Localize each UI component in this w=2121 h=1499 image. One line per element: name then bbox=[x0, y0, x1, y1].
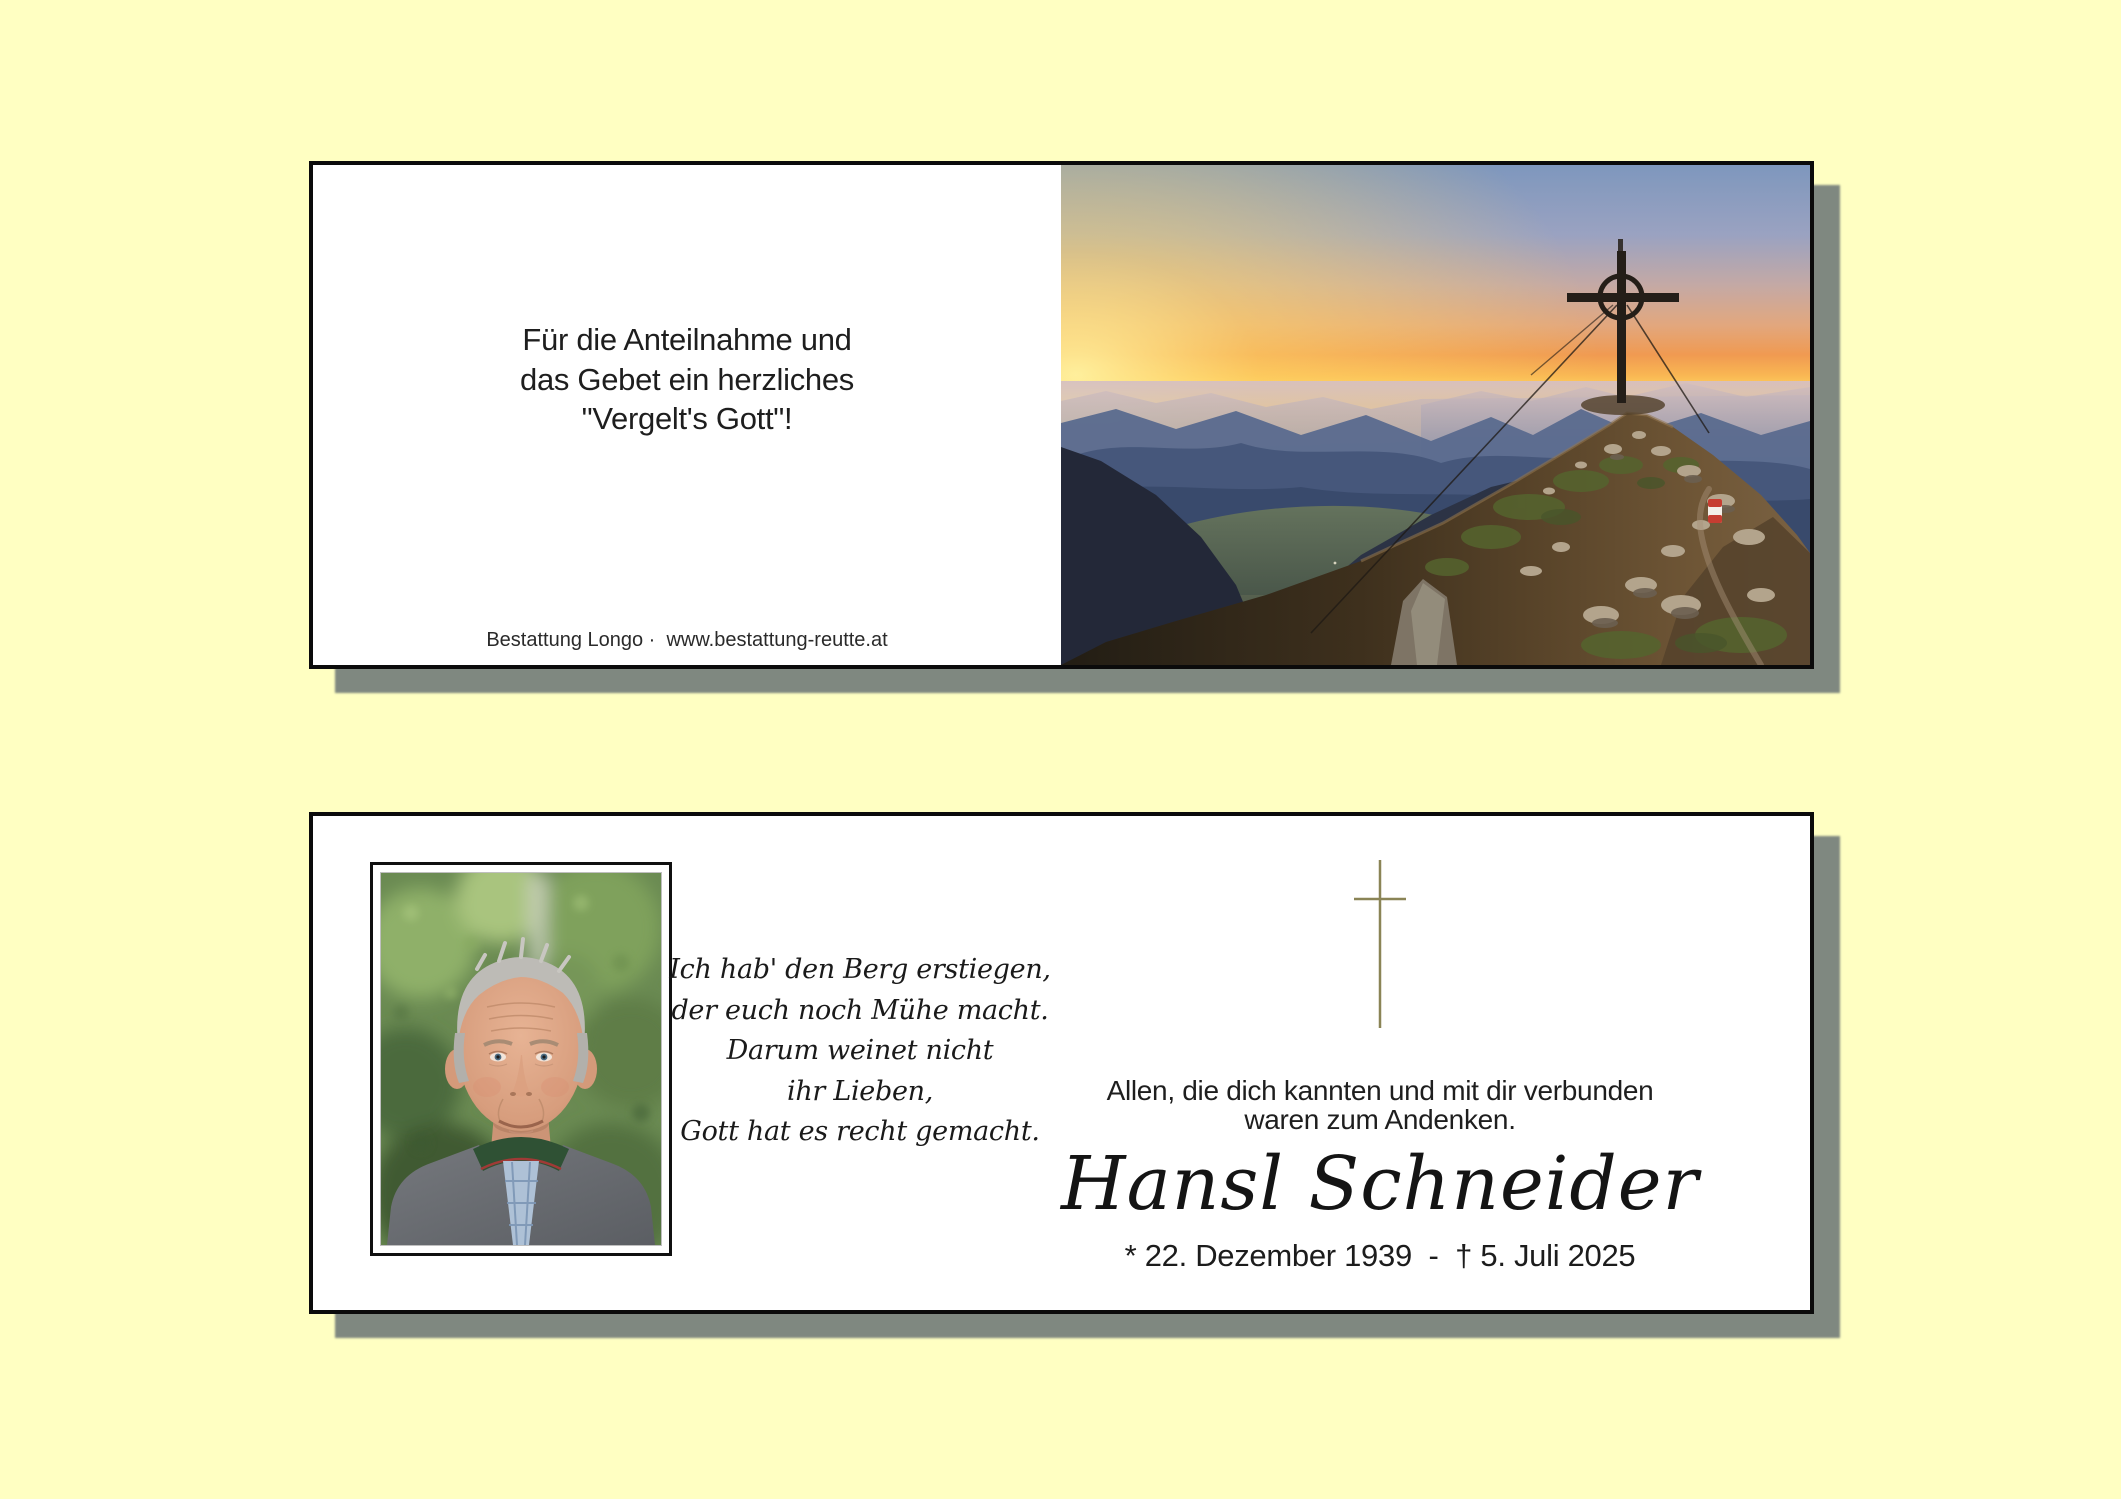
poem-line: Ich hab' den Berg erstiegen, bbox=[669, 954, 1051, 985]
thanks-message-line: das Gebet ein herzliches bbox=[520, 361, 854, 397]
poem-line: der euch noch Mühe macht. bbox=[671, 994, 1049, 1026]
deceased-name: Hansl Schneider bbox=[1061, 1141, 1699, 1227]
thanks-card bbox=[309, 161, 1814, 669]
memorial-card bbox=[309, 812, 1814, 1314]
thanks-message bbox=[313, 320, 1061, 439]
dedication-line: waren zum Andenken. bbox=[1244, 1104, 1516, 1135]
summit-sunset-photo bbox=[1061, 165, 1810, 665]
thanks-message-line: Für die Anteilnahme und bbox=[522, 322, 852, 357]
memorial-cross-icon bbox=[1320, 858, 1440, 1032]
poem-line: Gott hat es recht gemacht. bbox=[680, 1116, 1040, 1147]
dedication bbox=[1006, 1076, 1754, 1134]
trail-marker-icon bbox=[1708, 499, 1722, 523]
dedication-line: Allen, die dich kannten und mit dir verbunden bbox=[1106, 1075, 1654, 1106]
poem-line: Darum weinet nicht bbox=[726, 1035, 994, 1066]
summit-sunset-photo-art bbox=[1061, 165, 1810, 665]
thanks-message-line: "Vergelt's Gott"! bbox=[581, 401, 793, 436]
life-dates: * 22. Dezember 1939 - † 5. Juli 2025 bbox=[1124, 1238, 1636, 1273]
funeral-home-footer: Bestattung Longo · www.bestattung-reutte.at bbox=[486, 629, 888, 651]
thanks-card-left-panel bbox=[313, 165, 1061, 665]
poem-line: ihr Lieben, bbox=[787, 1075, 933, 1107]
